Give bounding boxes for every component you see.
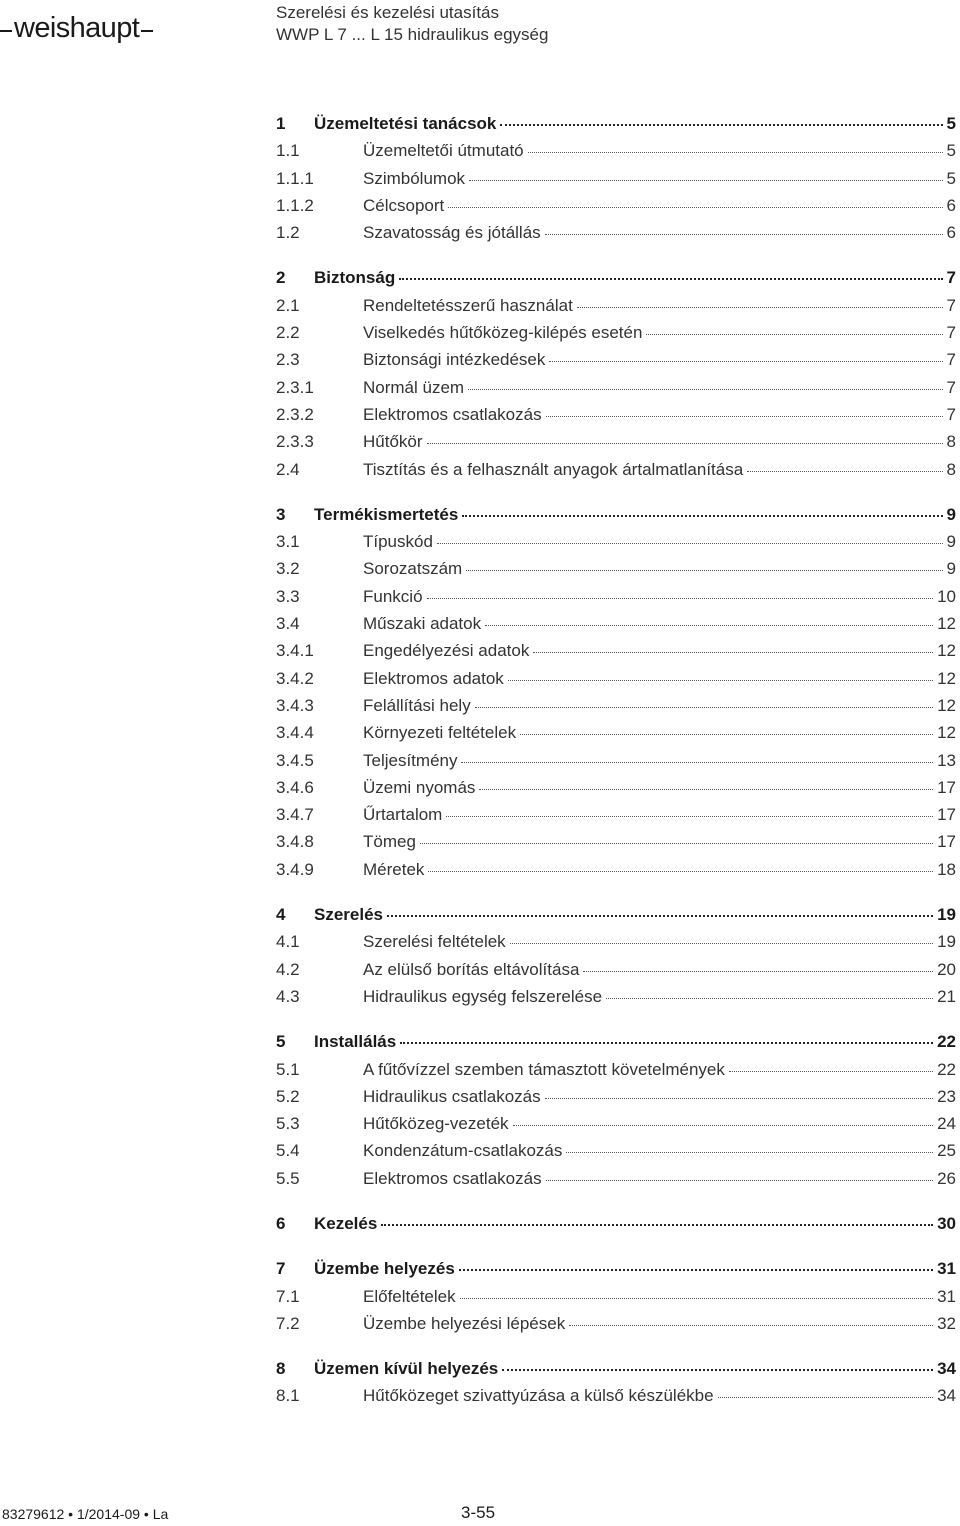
toc-entry[interactable] xyxy=(276,583,956,610)
toc-dot-leader xyxy=(420,842,933,844)
toc-entry-page: 8 xyxy=(946,432,956,452)
toc-section xyxy=(276,501,956,883)
toc-entry[interactable] xyxy=(276,1083,956,1110)
toc-dot-leader xyxy=(448,206,942,208)
toc-entry-page: 5 xyxy=(946,141,956,161)
toc-entry-page: 17 xyxy=(937,777,956,797)
toc-entry[interactable] xyxy=(276,1137,956,1164)
toc-entry-title: Biztonság xyxy=(314,268,396,288)
toc-entry[interactable] xyxy=(276,319,956,346)
toc-entry-title: Műszaki adatok xyxy=(363,614,482,634)
toc-entry-title: Hűtőközeg-vezeték xyxy=(363,1114,509,1134)
toc-entry-number: 2 xyxy=(276,268,286,288)
toc-entry-title: Funkció xyxy=(363,586,423,606)
toc-entry[interactable] xyxy=(276,774,956,801)
toc-dot-leader xyxy=(729,1070,933,1072)
toc-entry-page: 19 xyxy=(937,932,956,952)
toc-entry[interactable] xyxy=(276,401,956,428)
toc-entry-number: 3.4.5 xyxy=(276,750,314,770)
toc-entry-page: 5 xyxy=(946,168,956,188)
toc-entry-page: 25 xyxy=(937,1141,956,1161)
toc-dot-leader xyxy=(520,733,933,735)
toc-entry-number: 6 xyxy=(276,1213,286,1233)
toc-entry-title: Üzembe helyezési lépések xyxy=(363,1313,566,1333)
toc-entry[interactable] xyxy=(276,456,956,483)
toc-entry-number: 3.4.4 xyxy=(276,723,314,743)
toc-entry[interactable] xyxy=(276,1310,956,1337)
toc-entry-number: 8.1 xyxy=(276,1386,300,1406)
toc-section xyxy=(276,901,956,1010)
toc-chapter-entry[interactable] xyxy=(276,1028,956,1055)
toc-entry-title: Tisztítás és a felhasznált anyagok ártalmatlanítása xyxy=(363,459,744,479)
toc-section xyxy=(276,1028,956,1192)
toc-entry-number: 2.3.3 xyxy=(276,432,314,452)
toc-entry-title: Szerelési feltételek xyxy=(363,932,506,952)
toc-entry-page: 31 xyxy=(937,1286,956,1306)
toc-dot-leader xyxy=(466,569,942,571)
toc-dot-leader xyxy=(502,1368,933,1371)
toc-entry-title: Elektromos csatlakozás xyxy=(363,404,542,424)
toc-entry-title: Kondenzátum-csatlakozás xyxy=(363,1141,563,1161)
toc-chapter-entry[interactable] xyxy=(276,110,956,137)
toc-entry-number: 5.4 xyxy=(276,1141,300,1161)
toc-chapter-entry[interactable] xyxy=(276,1355,956,1382)
toc-entry[interactable] xyxy=(276,528,956,555)
toc-entry-title: Üzemeltetési tanácsok xyxy=(314,114,497,133)
toc-entry-page: 8 xyxy=(946,459,956,479)
toc-entry-title: Felállítási hely xyxy=(363,695,471,715)
toc-entry-number: 5.5 xyxy=(276,1168,300,1188)
toc-entry-number: 7.1 xyxy=(276,1286,300,1306)
toc-entry-title: Üzemen kívül helyezés xyxy=(314,1359,499,1379)
toc-entry[interactable] xyxy=(276,292,956,319)
toc-entry-title: Üzemeltetői útmutató xyxy=(363,141,524,161)
toc-entry-page: 9 xyxy=(946,532,956,552)
toc-entry-page: 12 xyxy=(937,614,956,634)
toc-entry[interactable] xyxy=(276,346,956,373)
toc-entry[interactable] xyxy=(276,1165,956,1192)
toc-entry-number: 3.3 xyxy=(276,586,300,606)
toc-entry-page: 17 xyxy=(937,805,956,825)
toc-entry-number: 1.1.1 xyxy=(276,168,314,188)
toc-dot-leader xyxy=(747,470,942,472)
toc-entry-number: 3.4 xyxy=(276,614,300,634)
document-title-line-1: Szerelési és kezelési utasítás xyxy=(276,3,499,22)
toc-entry-page: 19 xyxy=(937,905,956,925)
toc-entry-page: 9 xyxy=(946,504,956,524)
toc-entry-title: Elektromos csatlakozás xyxy=(363,1168,542,1188)
toc-entry-number: 8 xyxy=(276,1359,286,1379)
toc-entry-title: Sorozatszám xyxy=(363,559,463,579)
toc-entry-page: 34 xyxy=(937,1359,956,1379)
toc-entry-number: 4.2 xyxy=(276,959,300,979)
toc-entry[interactable] xyxy=(276,610,956,637)
page-footer xyxy=(0,1503,960,1526)
toc-entry-title: Szimbólumok xyxy=(363,168,466,188)
toc-entry-title: Szerelés xyxy=(314,905,383,925)
toc-entry-page: 12 xyxy=(937,723,956,743)
toc-entry-page: 6 xyxy=(946,223,956,243)
toc-entry-title: Viselkedés hűtőközeg-kilépés esetén xyxy=(363,323,643,343)
toc-entry-number: 3.4.3 xyxy=(276,695,314,715)
toc-entry-page: 7 xyxy=(946,323,956,343)
toc-dot-leader xyxy=(545,1097,933,1099)
toc-entry[interactable] xyxy=(276,165,956,192)
toc-entry-number: 3.4.8 xyxy=(276,832,314,852)
toc-dot-leader xyxy=(528,151,943,153)
toc-dot-leader xyxy=(549,360,942,362)
toc-entry[interactable] xyxy=(276,1056,956,1083)
toc-entry-number: 1 xyxy=(276,114,286,133)
toc-entry-number: 5.2 xyxy=(276,1086,300,1106)
toc-dot-leader xyxy=(459,1268,933,1271)
toc-entry-page: 32 xyxy=(937,1313,956,1333)
toc-entry-title: Termékismertetés xyxy=(314,504,459,524)
table-of-contents xyxy=(276,110,956,1428)
toc-dot-leader xyxy=(508,679,933,681)
toc-entry-page: 18 xyxy=(937,859,956,879)
toc-entry[interactable] xyxy=(276,983,956,1010)
toc-entry-title: Hűtőközeget szivattyúzása a külső készülékbe xyxy=(363,1386,714,1406)
toc-dot-leader xyxy=(468,388,942,390)
toc-entry[interactable] xyxy=(276,555,956,582)
toc-dot-leader xyxy=(546,1179,934,1181)
toc-entry-page: 12 xyxy=(937,695,956,715)
toc-entry-number: 5.1 xyxy=(276,1059,300,1079)
toc-section xyxy=(276,1255,956,1337)
toc-entry[interactable] xyxy=(276,637,956,664)
toc-entry-page: 22 xyxy=(937,1059,956,1079)
toc-entry-page: 7 xyxy=(946,350,956,370)
toc-dot-leader xyxy=(583,970,933,972)
logo-dash-left xyxy=(0,30,12,32)
toc-dot-leader xyxy=(475,706,933,708)
toc-entry-title: Előfeltételek xyxy=(363,1286,456,1306)
toc-entry-title: Üzembe helyezés xyxy=(314,1259,455,1279)
toc-dot-leader xyxy=(513,1124,934,1126)
toc-dot-leader xyxy=(462,514,942,517)
toc-entry-number: 3 xyxy=(276,504,286,524)
toc-entry-page: 12 xyxy=(937,641,956,661)
toc-dot-leader xyxy=(646,333,942,335)
toc-dot-leader xyxy=(446,815,933,817)
toc-entry[interactable] xyxy=(276,956,956,983)
toc-dot-leader xyxy=(460,1297,933,1299)
toc-entry-title: Biztonsági intézkedések xyxy=(363,350,546,370)
toc-entry-number: 4.3 xyxy=(276,986,300,1006)
toc-entry-title: Normál üzem xyxy=(363,377,465,397)
toc-entry-page: 34 xyxy=(937,1386,956,1406)
toc-section xyxy=(276,110,956,246)
toc-entry-number: 2.4 xyxy=(276,459,300,479)
toc-entry-title: Kezelés xyxy=(314,1213,378,1233)
toc-entry-number: 5 xyxy=(276,1032,286,1052)
toc-dot-leader xyxy=(427,597,934,599)
toc-entry-page: 20 xyxy=(937,959,956,979)
document-title xyxy=(276,2,548,46)
toc-entry-title: Hűtőkör xyxy=(363,432,423,452)
toc-entry-title: Űrtartalom xyxy=(363,805,443,825)
toc-entry-number: 7 xyxy=(276,1259,286,1279)
toc-dot-leader xyxy=(469,179,942,181)
toc-entry[interactable] xyxy=(276,374,956,401)
toc-entry-title: Környezeti feltételek xyxy=(363,723,517,743)
toc-entry-number: 3.4.2 xyxy=(276,668,314,688)
toc-dot-leader xyxy=(545,233,943,235)
toc-entry[interactable] xyxy=(276,1382,956,1409)
toc-entry-number: 2.3.2 xyxy=(276,404,314,424)
logo-dash-right xyxy=(141,30,153,32)
toc-entry-title: Elektromos adatok xyxy=(363,668,504,688)
toc-entry-number: 2.1 xyxy=(276,295,300,315)
toc-dot-leader xyxy=(387,914,933,917)
toc-dot-leader xyxy=(400,1041,933,1044)
toc-entry[interactable] xyxy=(276,1110,956,1137)
toc-entry-title: Installálás xyxy=(314,1032,397,1052)
toc-entry-page: 26 xyxy=(937,1168,956,1188)
toc-entry-page: 10 xyxy=(937,586,956,606)
toc-entry-title: Rendeltetésszerű használat xyxy=(363,295,573,315)
page-number: 3-55 xyxy=(461,1503,496,1522)
toc-entry-title: Szavatosság és jótállás xyxy=(363,223,541,243)
toc-dot-leader xyxy=(606,997,933,999)
toc-entry-number: 4 xyxy=(276,905,286,925)
toc-entry[interactable] xyxy=(276,747,956,774)
toc-dot-leader xyxy=(399,277,942,280)
toc-entry[interactable] xyxy=(276,719,956,746)
weishaupt-logo xyxy=(0,10,155,46)
toc-entry-title: Hidraulikus egység felszerelése xyxy=(363,986,603,1006)
toc-entry-page: 7 xyxy=(946,404,956,424)
toc-entry-page: 7 xyxy=(946,268,956,288)
toc-dot-leader xyxy=(546,415,943,417)
document-code: 83279612 • 1/2014-09 • La xyxy=(2,1506,169,1522)
toc-entry-number: 3.2 xyxy=(276,559,300,579)
toc-entry-page: 5 xyxy=(946,114,956,133)
toc-entry-title: Az elülső borítás eltávolítása xyxy=(363,959,580,979)
toc-entry-title: Üzemi nyomás xyxy=(363,777,476,797)
toc-entry[interactable] xyxy=(276,1283,956,1310)
toc-entry[interactable] xyxy=(276,665,956,692)
toc-entry-number: 3.4.9 xyxy=(276,859,314,879)
toc-entry-number: 3.4.7 xyxy=(276,805,314,825)
toc-entry[interactable] xyxy=(276,428,956,455)
toc-section xyxy=(276,264,956,482)
toc-dot-leader xyxy=(577,306,943,308)
toc-entry-title: Teljesítmény xyxy=(363,750,458,770)
toc-entry[interactable] xyxy=(276,219,956,246)
toc-entry-page: 24 xyxy=(937,1114,956,1134)
toc-entry-page: 13 xyxy=(937,750,956,770)
toc-entry-number: 3.4.6 xyxy=(276,777,314,797)
toc-chapter-entry[interactable] xyxy=(276,1255,956,1282)
toc-entry[interactable] xyxy=(276,928,956,955)
toc-chapter-entry[interactable] xyxy=(276,501,956,528)
toc-entry-title: Tömeg xyxy=(363,832,416,852)
toc-entry[interactable] xyxy=(276,192,956,219)
toc-entry-page: 21 xyxy=(937,986,956,1006)
toc-entry-title: Engedélyezési adatok xyxy=(363,641,530,661)
toc-dot-leader xyxy=(479,788,933,790)
toc-entry-page: 17 xyxy=(937,832,956,852)
toc-entry-page: 31 xyxy=(937,1259,956,1279)
toc-entry[interactable] xyxy=(276,856,956,883)
toc-entry-page: 7 xyxy=(946,377,956,397)
toc-dot-leader xyxy=(569,1324,933,1326)
page-header xyxy=(0,0,960,60)
toc-entry-number: 3.4.1 xyxy=(276,641,314,661)
toc-entry[interactable] xyxy=(276,828,956,855)
toc-entry-title: Méretek xyxy=(363,859,425,879)
toc-entry[interactable] xyxy=(276,692,956,719)
document-title-line-2: WWP L 7 ... L 15 hidraulikus egység xyxy=(276,25,549,44)
toc-entry-number: 3.1 xyxy=(276,532,300,552)
toc-entry-number: 1.2 xyxy=(276,223,300,243)
toc-chapter-entry[interactable] xyxy=(276,264,956,291)
toc-chapter-entry[interactable] xyxy=(276,1210,956,1237)
toc-entry-number: 2.2 xyxy=(276,323,300,343)
toc-dot-leader xyxy=(500,123,942,126)
toc-dot-leader xyxy=(437,542,943,544)
toc-entry-page: 7 xyxy=(946,295,956,315)
toc-dot-leader xyxy=(428,870,933,872)
toc-entry-page: 30 xyxy=(937,1213,956,1233)
toc-entry[interactable] xyxy=(276,801,956,828)
toc-entry[interactable] xyxy=(276,137,956,164)
toc-entry-page: 12 xyxy=(937,668,956,688)
toc-section xyxy=(276,1210,956,1237)
toc-entry-number: 2.3 xyxy=(276,350,300,370)
logo-text: weishaupt xyxy=(14,11,140,44)
toc-entry-title: Típuskód xyxy=(363,532,433,552)
toc-entry-page: 23 xyxy=(937,1086,956,1106)
toc-dot-leader xyxy=(533,651,933,653)
toc-dot-leader xyxy=(485,624,933,626)
toc-entry-page: 6 xyxy=(946,195,956,215)
toc-entry-number: 1.1.2 xyxy=(276,195,314,215)
toc-entry-title: Hidraulikus csatlakozás xyxy=(363,1086,541,1106)
toc-dot-leader xyxy=(381,1223,933,1226)
toc-entry-page: 22 xyxy=(937,1032,956,1052)
toc-entry-number: 1.1 xyxy=(276,141,300,161)
toc-entry-title: A fűtővízzel szemben támasztott követelmények xyxy=(363,1059,725,1079)
toc-entry-number: 4.1 xyxy=(276,932,300,952)
toc-dot-leader xyxy=(718,1396,934,1398)
toc-entry-number: 2.3.1 xyxy=(276,377,314,397)
toc-dot-leader xyxy=(510,942,933,944)
toc-chapter-entry[interactable] xyxy=(276,901,956,928)
toc-section xyxy=(276,1355,956,1410)
toc-entry-number: 5.3 xyxy=(276,1114,300,1134)
toc-dot-leader xyxy=(427,442,943,444)
toc-dot-leader xyxy=(566,1151,933,1153)
toc-dot-leader xyxy=(461,761,933,763)
toc-entry-number: 7.2 xyxy=(276,1313,300,1333)
toc-entry-title: Célcsoport xyxy=(363,195,445,215)
toc-entry-page: 9 xyxy=(946,559,956,579)
